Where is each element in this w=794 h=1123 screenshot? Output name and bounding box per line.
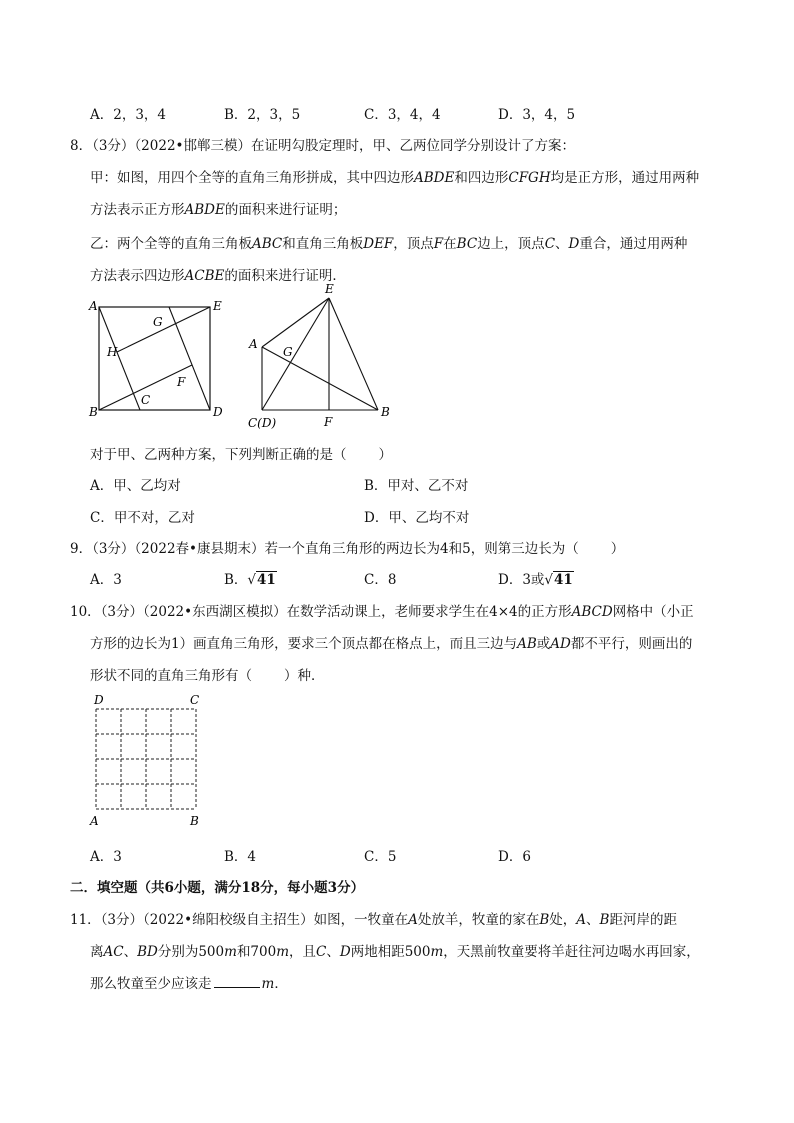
text: 在 [443,236,457,252]
q8-option-a: A．甲、乙均对 [90,478,181,494]
text: 乙：两个全等的直角三角板 [90,236,252,252]
q8-option-c: C．甲不对，乙对 [90,510,195,526]
q7-option-c: C．3，4，4 [364,107,441,123]
var: m [430,944,444,960]
label-A: A [89,299,98,313]
q10-score: （3分） [100,604,144,620]
q10-grid-figure [86,690,210,830]
var: m [261,976,275,992]
radicand: 41 [257,572,276,588]
text: ） [378,447,392,463]
var: B [539,912,550,928]
segment-AE [262,298,329,347]
q9-stem-text: 若一个直角三角形的两边长为4和5，则第三边长为（ [264,541,579,557]
text: 处， [549,912,577,928]
label-A: A [249,337,258,351]
q9-option-a: A．3 [90,572,122,588]
q9-score: （3分） [92,541,135,557]
segment [169,307,210,410]
label-B: B [190,814,199,828]
text: 在数学活动课上，老师要求学生在4×4的正方形 [286,604,572,620]
label-E: E [325,282,334,296]
text: 和直角三角板 [282,236,364,252]
q10-line3 [90,664,325,684]
sqrt-symbol: √41 [544,572,573,588]
text: 都不平行，则画出的 [570,636,693,652]
text: 方法表示四边形 [90,268,185,284]
text: 如图，一牧童在 [313,912,409,928]
label-C: C [190,693,200,707]
q7-option-b: B．2，3，5 [224,107,301,123]
var: F [433,236,444,252]
var: AC [103,944,124,960]
text: 重合，通过用两种 [579,236,688,252]
var: m [276,944,290,960]
q8-option-d: D．甲、乙均不对 [364,510,470,526]
label-G: G [283,345,293,359]
label-F: F [177,375,186,389]
text: 形状不同的直角三角形有（ [90,668,252,684]
q7-option-d: D．3，4，5 [498,107,576,123]
text: 方形的边长为1）画直角三角形，要求三个顶点都在格点上，而且三边与 [90,636,518,652]
q8-option-b: B．甲对、乙不对 [364,478,469,494]
q8-question [90,443,392,463]
text: B． [224,572,248,588]
q8-yi-line2 [90,264,346,284]
text: ，顶点 [393,236,434,252]
text: D．3或 [498,572,545,588]
q8-number: 8． [70,138,93,154]
text: ． [274,976,288,992]
var: ABCD [571,604,613,620]
text: 离 [90,944,104,960]
text: ） [610,541,625,557]
q8-figure-yi [244,282,404,432]
text: 甲：如图，用四个全等的直角三角形拼成，其中四边形 [90,170,414,186]
var: A [408,912,418,928]
q8-source: （2022•邯郸三模） [134,138,252,154]
q11-source: （2022•绵阳校级自主招生） [143,912,314,928]
q10-option-c: C．5 [364,849,397,865]
var: ABDE [184,202,225,218]
text: 的面积来进行证明； [224,202,347,218]
label-C: C [141,393,151,407]
label-CD: C(D) [248,416,277,430]
q9-option-c: C．8 [364,572,397,588]
label-B: B [381,405,390,419]
var: B [599,912,610,928]
answer-blank[interactable] [214,975,260,988]
q8-yi-line1 [90,232,687,252]
q11-score: （3分） [100,912,144,928]
text: 处放羊，牧童的家在 [417,912,540,928]
text: 网格中（小正 [612,604,694,620]
segment-EB [329,298,378,410]
var: A [576,912,587,928]
q8-stem-text: 在证明勾股定理时，甲、乙两位同学分别设计了方案： [251,138,576,154]
segment-AB [262,347,378,410]
q10-line1 [70,600,694,620]
var: D [339,944,351,960]
q9-option-b [224,568,277,588]
q10-option-b: B．4 [224,849,257,865]
text: 的面积来进行证明． [224,268,346,284]
var: ABC [252,236,283,252]
text: ，且 [289,944,317,960]
label-G: G [153,315,163,329]
text: 、 [555,236,569,252]
q9-number: 9． [70,541,93,557]
q8-stem [70,134,575,154]
q11-line2 [90,940,700,960]
q11-line3 [90,972,288,992]
text: 方法表示正方形 [90,202,185,218]
text: 和四边形 [454,170,509,186]
text: 对于甲、乙两种方案，下列判断正确的是（ [90,447,347,463]
segment [99,307,140,410]
var: BD [137,944,158,960]
label-D: D [213,405,223,419]
label-A: A [90,814,99,828]
text: 那么牧童至少应该走 [90,976,212,992]
q9-source: （2022春•康县期末） [134,541,265,557]
q10-option-a: A．3 [90,849,122,865]
var: D [568,236,580,252]
label-D: D [94,693,104,707]
label-E: E [213,299,222,313]
q10-option-d: D．6 [498,849,531,865]
var: C [544,236,556,252]
text: ，天黑前牧童要将羊赶往河边喝水再回家， [443,944,700,960]
text: 或 [536,636,551,652]
q10-number: 10． [70,604,101,620]
q8-figure-jia [85,298,235,428]
text: 两地相距500 [350,944,431,960]
q9-option-d [498,568,574,588]
label-F: F [324,415,333,429]
section-heading: 二．填空题（共6小题，满分18分，每小题3分） [70,880,365,896]
radicand: 41 [554,572,573,588]
var: m [224,944,237,960]
var: AD [550,636,571,652]
text: 均是正方形，通过用两种 [550,170,700,186]
text: 、 [586,912,600,928]
var: BC [456,236,478,252]
label-B: B [89,405,98,419]
segment [117,307,210,352]
text: 边上，顶点 [477,236,545,252]
var: ACBE [184,268,225,284]
q8-jia-line1 [90,166,699,186]
q8-jia-line2 [90,198,346,218]
q11-line1 [70,908,677,928]
q11-number: 11． [70,912,101,928]
var: AB [517,636,537,652]
sqrt-symbol: √41 [247,572,276,588]
q9-stem [70,537,624,557]
label-H: H [107,345,118,359]
var: ABDE [414,170,455,186]
q10-line2 [90,632,692,652]
q7-option-a: A．2，3，4 [90,107,167,123]
var: CFGH [508,170,551,186]
var: DEF [363,236,394,252]
text: 、 [326,944,340,960]
text: 、 [123,944,138,960]
q10-source: （2022•东西湖区模拟） [143,604,287,620]
text: ）种． [284,668,325,684]
segment-EC [262,298,329,410]
text: 距河岸的距 [609,912,677,928]
var: C [316,944,327,960]
text: 分别为500 [157,944,225,960]
q8-score: （3分） [92,138,135,154]
text: 和700 [236,944,277,960]
